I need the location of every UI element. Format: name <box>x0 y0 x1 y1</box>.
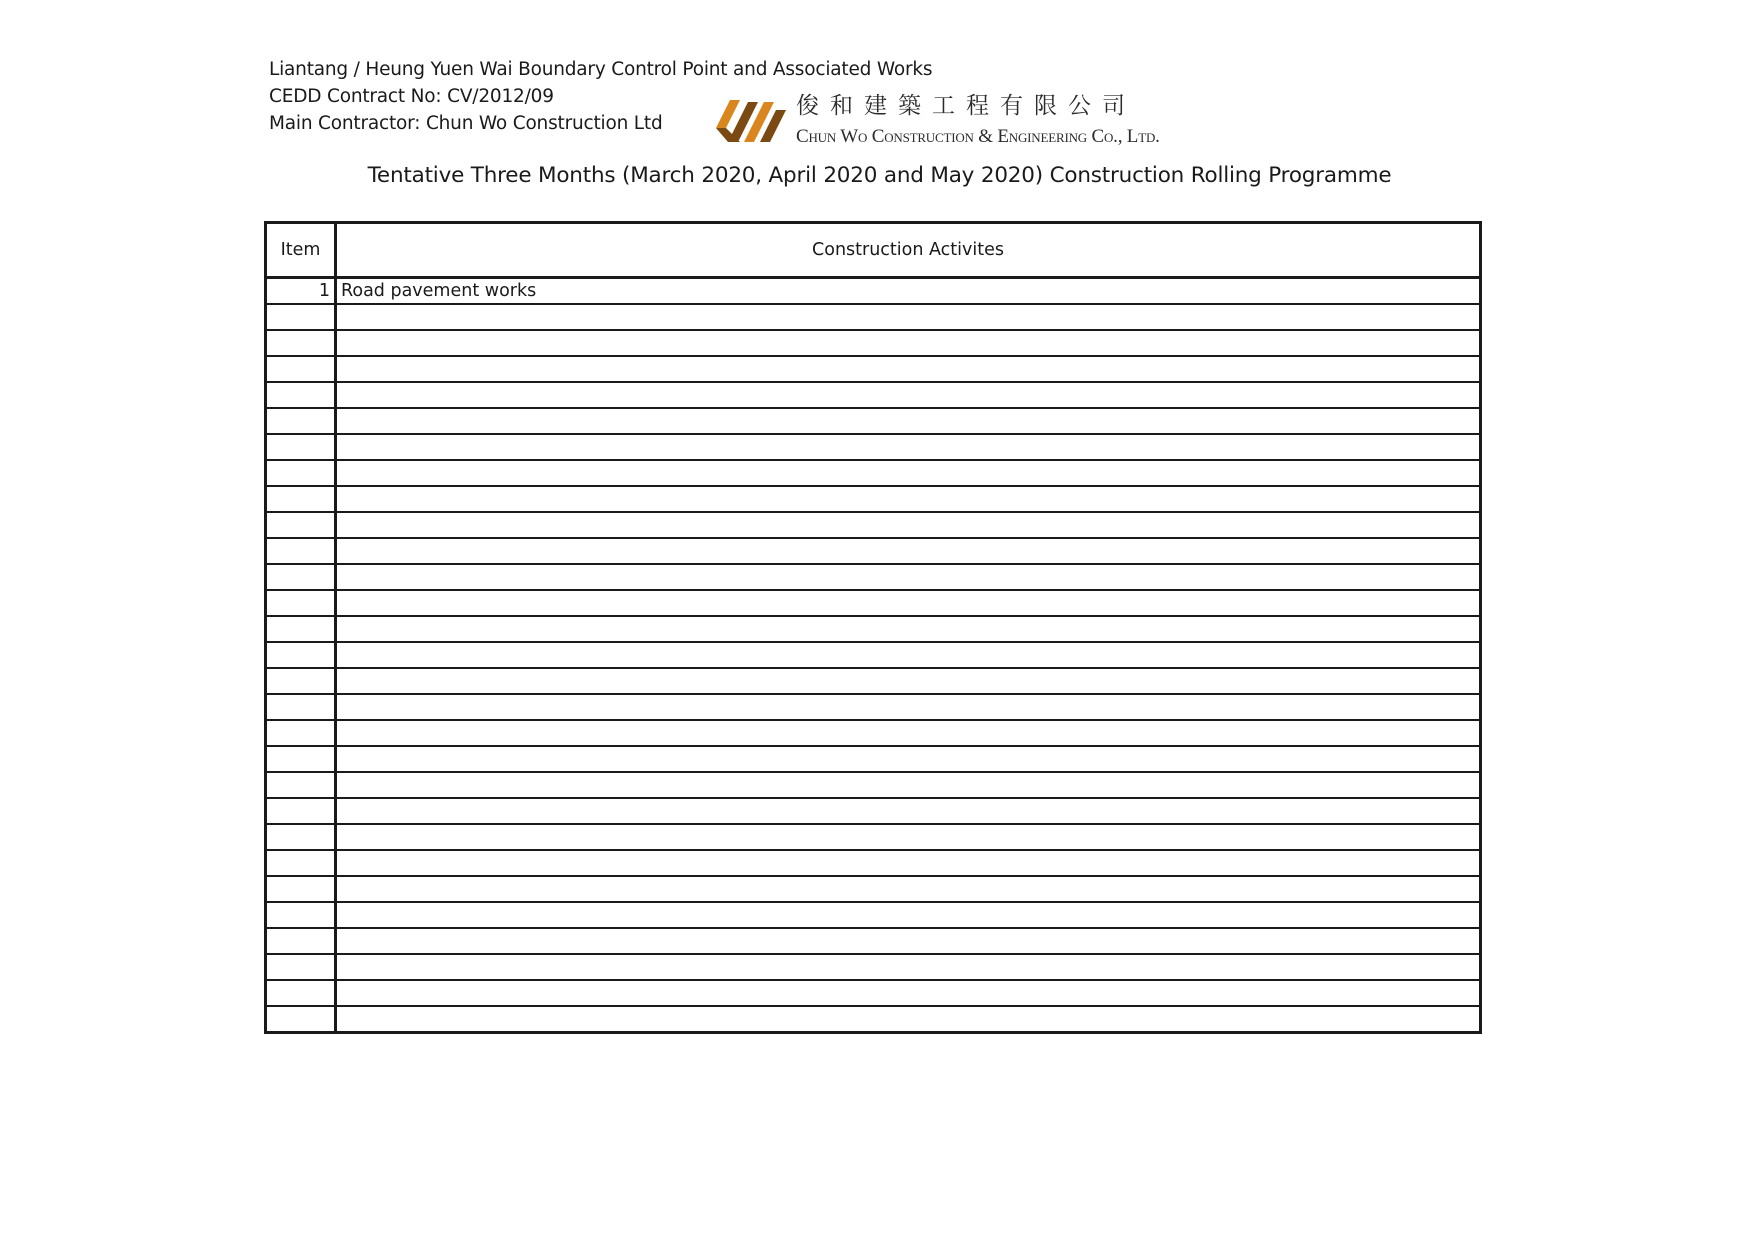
chun-wo-logo-icon <box>714 94 788 148</box>
table-row <box>266 590 1481 616</box>
item-number-cell <box>266 928 336 954</box>
activity-cell <box>336 616 1481 642</box>
activity-cell <box>336 330 1481 356</box>
table-row <box>266 668 1481 694</box>
table-row <box>266 850 1481 876</box>
item-number-cell <box>266 876 336 902</box>
column-header-item: Item <box>266 223 336 278</box>
activity-cell <box>336 694 1481 720</box>
table-row <box>266 824 1481 850</box>
activity-cell <box>336 382 1481 408</box>
activity-cell <box>336 746 1481 772</box>
activity-cell <box>336 538 1481 564</box>
table-row <box>266 746 1481 772</box>
item-number-cell <box>266 798 336 824</box>
activity-cell <box>336 564 1481 590</box>
activity-cell <box>336 590 1481 616</box>
activity-cell <box>336 824 1481 850</box>
activity-cell <box>336 642 1481 668</box>
item-number-cell <box>266 616 336 642</box>
item-number-cell <box>266 408 336 434</box>
table-row <box>266 538 1481 564</box>
company-name-english: Chun Wo Construction & Engineering Co., Ltd. <box>796 126 1160 147</box>
activity-cell <box>336 668 1481 694</box>
activity-cell <box>336 954 1481 980</box>
activity-cell <box>336 980 1481 1006</box>
item-number-cell <box>266 902 336 928</box>
table-row <box>266 720 1481 746</box>
activity-cell <box>336 408 1481 434</box>
activity-cell <box>336 772 1481 798</box>
item-number-cell <box>266 434 336 460</box>
item-number-cell <box>266 486 336 512</box>
item-number-cell <box>266 330 336 356</box>
activity-cell <box>336 1006 1481 1033</box>
table-row <box>266 408 1481 434</box>
table-row <box>266 642 1481 668</box>
table-row <box>266 928 1481 954</box>
programme-title <box>0 163 1743 188</box>
item-number-cell <box>266 382 336 408</box>
table-header-row <box>266 223 1481 278</box>
contract-number: CEDD Contract No: CV/2012/09 <box>269 86 554 107</box>
item-number-cell <box>266 954 336 980</box>
activity-cell <box>336 460 1481 486</box>
table-row <box>266 694 1481 720</box>
table-row <box>266 512 1481 538</box>
activity-cell <box>336 356 1481 382</box>
activity-cell <box>336 304 1481 330</box>
table-row <box>266 902 1481 928</box>
table-row <box>266 486 1481 512</box>
company-name-chinese: 俊和建築工程有限公司 <box>796 93 1136 119</box>
company-logo <box>714 92 1234 152</box>
programme-title-text: Tentative Three Months (March 2020, April 2020 and May 2020) Construction Rolling Programme <box>367 163 1392 188</box>
item-number-cell <box>266 460 336 486</box>
activity-cell <box>336 798 1481 824</box>
item-number-cell <box>266 850 336 876</box>
activity-cell <box>336 512 1481 538</box>
table-row <box>266 876 1481 902</box>
table-row <box>266 616 1481 642</box>
table-row <box>266 564 1481 590</box>
item-number-cell <box>266 694 336 720</box>
project-name: Liantang / Heung Yuen Wai Boundary Control Point and Associated Works <box>269 59 933 80</box>
table-row <box>266 304 1481 330</box>
item-number-cell <box>266 720 336 746</box>
item-number-cell <box>266 512 336 538</box>
table-row <box>266 772 1481 798</box>
table-row <box>266 798 1481 824</box>
item-number-cell <box>266 980 336 1006</box>
table-row <box>266 356 1481 382</box>
item-number-cell <box>266 746 336 772</box>
table-row <box>266 330 1481 356</box>
item-number-cell <box>266 304 336 330</box>
rolling-programme-table <box>264 221 1482 1034</box>
activity-cell <box>336 850 1481 876</box>
table-body <box>266 278 1481 1033</box>
activity-cell <box>336 720 1481 746</box>
activity-cell <box>336 876 1481 902</box>
column-header-activities: Construction Activites <box>336 223 1481 278</box>
table-row <box>266 1006 1481 1033</box>
activity-cell <box>336 928 1481 954</box>
item-number-cell: 1 <box>266 278 336 305</box>
activity-cell <box>336 486 1481 512</box>
table-row <box>266 434 1481 460</box>
item-number-cell <box>266 772 336 798</box>
item-number-cell <box>266 824 336 850</box>
table-row <box>266 980 1481 1006</box>
item-number-cell <box>266 564 336 590</box>
main-contractor: Main Contractor: Chun Wo Construction Ltd <box>269 113 663 134</box>
item-number-cell <box>266 642 336 668</box>
activity-cell <box>336 434 1481 460</box>
item-number-cell <box>266 590 336 616</box>
item-number-cell <box>266 668 336 694</box>
activity-cell: Road pavement works <box>336 278 1481 305</box>
table-row <box>266 460 1481 486</box>
table-row <box>266 382 1481 408</box>
table-row <box>266 278 1481 305</box>
item-number-cell <box>266 356 336 382</box>
activity-cell <box>336 902 1481 928</box>
item-number-cell <box>266 1006 336 1033</box>
table-row <box>266 954 1481 980</box>
item-number-cell <box>266 538 336 564</box>
